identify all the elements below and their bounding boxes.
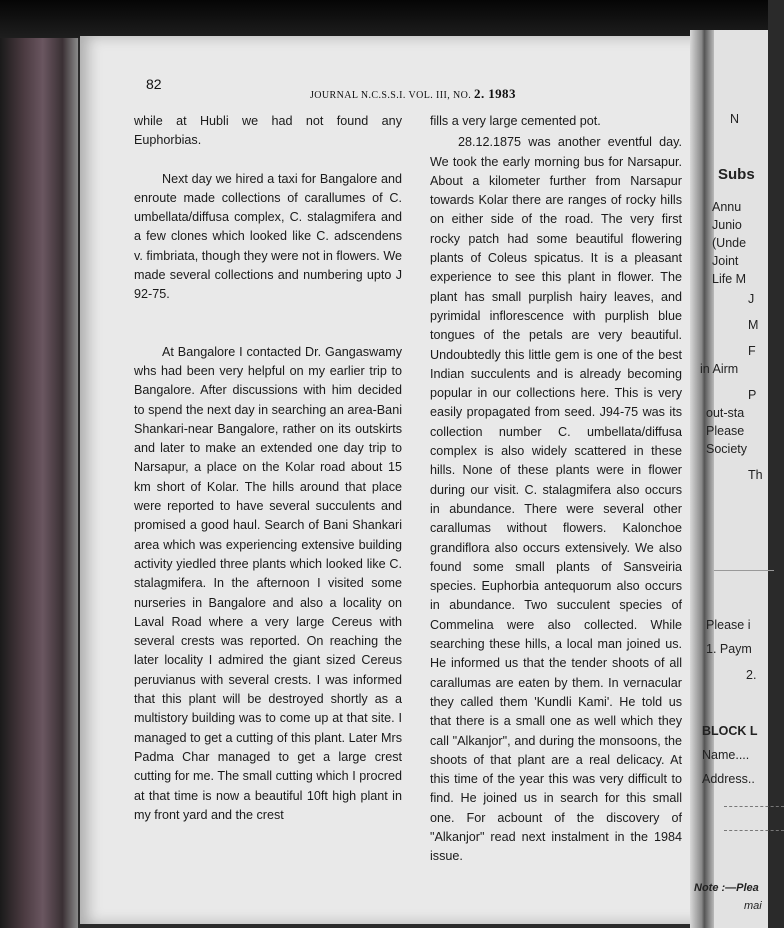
facing-page-rule [714,570,774,571]
left-column [134,112,402,825]
facing-page-fragment: J [748,292,755,306]
facing-page-fragment: Note :—Plea [694,882,759,894]
facing-page-fragment: M [748,318,759,332]
facing-page-fragment: N [730,112,740,126]
facing-page-fragment: mai [744,900,762,912]
page-number: 82 [146,76,162,92]
facing-page-fragment: 2. [746,668,757,682]
paragraph: fills a very large cemented pot. [430,114,601,128]
facing-page-fragment: out-sta [706,406,745,420]
facing-page-fragment: 1. Paym [706,642,752,656]
facing-page-fragment: (Unde [712,236,747,250]
facing-page-fragment: Annu [712,200,742,214]
facing-page-fragment: Th [748,468,763,482]
facing-page-blank-line [724,830,784,831]
facing-page-fragment: Junio [712,218,742,232]
facing-page-fragment: F [748,344,756,358]
page-header [146,76,676,102]
facing-page-fragment: Name.... [702,748,750,762]
facing-page-fragment: Life M [712,272,747,286]
binding-edge-left [0,0,78,928]
facing-page-fragment: Subs [718,166,755,183]
facing-page-fragment: Address.. [702,772,755,786]
right-column [430,112,682,867]
facing-page-fragment: BLOCK L [702,724,758,738]
facing-page-fragment: Please i [706,618,751,632]
journal-issue: 2. 1983 [474,86,516,101]
facing-page-blank-line [724,806,784,807]
facing-page-fragment: in Airm [700,362,739,376]
journal-title: JOURNAL N.C.S.S.I. VOL. III, NO. 2. 1983 [310,86,516,101]
book-gutter [690,30,716,928]
facing-page-fragment: Society [706,442,747,456]
facing-page-fragment: Please [706,424,745,438]
facing-page-fragment: P [748,388,757,402]
binding-edge-top [0,0,768,38]
facing-page-fragment: Joint [712,254,739,268]
paragraph: while at Hubli we had not found any Euphorbias. [134,114,402,148]
paragraph: At Bangalore I contacted Dr. Gangaswamy whs had been very helpful on my earlier trip to Bangalore. After discussions with him decided to spend the next day in searching an area-Bani Shankari-near Bangalore, rather on its outskirts and later to make an extended one day trip to Narsapur, a place on the Kolar road about 15 km short of Kolar. The hills around that place were reported to have several succulents and promised a good haul. Search of Bani Shankari area which was experiencing extensive building activity yiedled three plants which looked like C. stalagmifera. In the afternoon I visited some nurseries in Bangalore and also a locality on Laval Road where a very large Cereus with several crests was reported. On reaching the later locality I admired the giant sized Cereus peruvianus with several crests. I was informed that this plant will be destroyed shortly as a multistory building was to come up at that site. I managed to get a cutting of this plant. Later Mrs Padma Char managed to get a large crest cutting for me. The small cutting which I procred at that time is now a beautiful 10ft high plant in my front yard and the crest [134,344,402,822]
paragraph: 28.12.1875 was another eventful day. We took the early morning bus for Narsapur. About a kilometer further from Narsapur towards Kolar there are ranges of rocky hills on either side of the road. The very first rocky patch had some beautiful flowering plants of Coleus spicatus. It is a pleasant experience to see this plant in flower. The plant has small purplish hairy leaves, and pyrimidal inflorescence with purplish blue tongues of the petals are very beautiful. Undoubtedly this little gem is one of the best Indian succulents and is already becoming popular in our collections here. This is very easily propagated from seed. J94-75 was its collection number C. umbellata/diffusa complex is also widely scattered in these hills. None of these plants were in flower during our visit. C. stalagmifera also occurs in abundance. There were several other carallumas without flowers. Kalonchoe grandiflora also occurs extensively. We also found some small plants of Sansveiria species. Euphorbia antequorum also occurs in abundance. Two succulent species of Commelina were also collected. While searching these hills, a local man joined us. He informed us that the tender shoots of all carallumas are eaten by them. In vernacular they called them 'Kundli Kami'. He told us that there is a small one as well which they call "Alkanjor", and during the monsoons, the shoots of that plant are a real delicacy. At this time of the year this was very difficult to find. He joined us in search for this small one. For acbount of the discovery of "Alkanjor" read next instalment in the 1984 issue. [430,135,682,864]
paragraph: Next day we hired a taxi for Bangalore and enroute made collections of carallumes of C. umbellata/diffusa complex, C. stalagmifera and a few clones which looked like C. adscendens v. fimbriata, though they were not in flowers. We made several collections and numbering upto J 92-75. [134,171,402,302]
facing-page [694,30,768,928]
